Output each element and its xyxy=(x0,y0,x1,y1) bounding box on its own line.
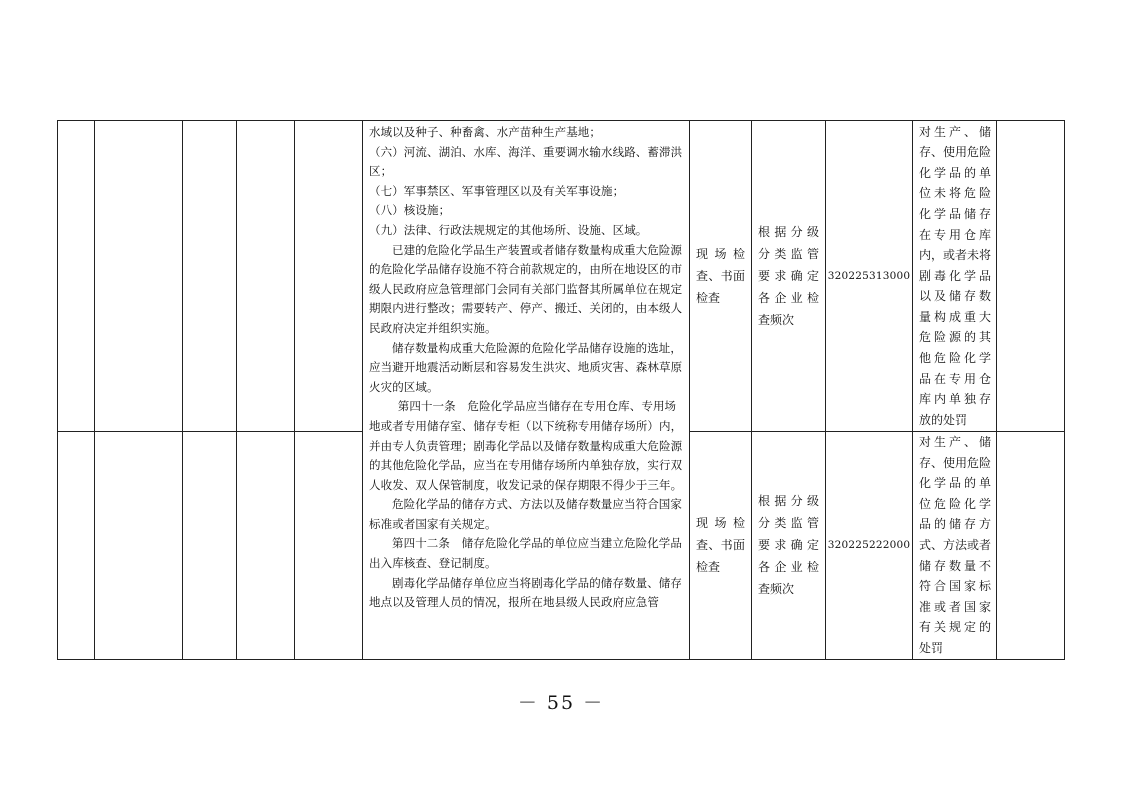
frequency-line: 根据分级 xyxy=(758,494,819,509)
frequency-line: 各企业检 xyxy=(758,291,819,305)
law-paragraph: （八）核设施； xyxy=(369,203,451,218)
penalty-item-cell xyxy=(913,121,997,432)
frequency-line: 根据分级 xyxy=(758,225,819,239)
penalty-line: 量构成重大 xyxy=(919,309,991,324)
penalty-line: 式、方法或者 xyxy=(919,537,992,552)
penalty-line: 对生产、储 xyxy=(919,124,991,139)
penalty-line: 准或者国家 xyxy=(919,599,991,614)
law-paragraph: （九）法律、行政法规规定的其他场所、设施、区域。 xyxy=(369,222,648,237)
page-number: － 55 － xyxy=(517,692,605,714)
inspection-method-cell xyxy=(690,121,752,432)
method-line: 查、书面 xyxy=(696,269,745,283)
penalty-line: 位危险化学 xyxy=(919,496,991,511)
method-line: 现场检 xyxy=(696,247,745,261)
method-line: 检查 xyxy=(696,291,721,305)
law-paragraph: 储存数量构成重大危险源的危险化学品储存设施的选址，应当避开地震活动断层和容易发生洪灾、地质灾害、森林草原火灾的区域。 xyxy=(369,340,683,394)
empty-cell xyxy=(295,432,363,660)
empty-cell xyxy=(183,432,237,660)
empty-cell xyxy=(95,121,183,432)
penalty-line: 他危险化学 xyxy=(919,351,991,366)
method-line: 现场检 xyxy=(696,516,745,531)
penalty-item-cell xyxy=(913,432,997,660)
inspection-method-cell xyxy=(690,432,752,660)
penalty-line: 对生产、储 xyxy=(919,435,991,449)
empty-cell xyxy=(997,432,1065,660)
penalty-line: 储存数量不 xyxy=(919,558,991,573)
penalty-line: 内，或者未将 xyxy=(919,248,992,263)
law-paragraph: （七）军事禁区、军事管理区以及有关军事设施； xyxy=(369,183,625,198)
frequency-line: 分类监管 xyxy=(758,516,819,531)
penalty-line: 在专用仓库 xyxy=(919,227,991,242)
empty-cell xyxy=(295,121,363,432)
penalty-line: 存、使用危险 xyxy=(919,455,992,470)
empty-cell xyxy=(997,121,1065,432)
penalty-line: 以及储存数 xyxy=(919,289,991,304)
penalty-line: 处罚 xyxy=(919,640,944,655)
empty-cell xyxy=(58,432,95,660)
penalty-line: 品在专用仓 xyxy=(919,371,991,386)
law-paragraph: 剧毒化学品储存单位应当将剧毒化学品的储存数量、储存地点以及管理人员的情况，报所在地县级人民政府应急管 xyxy=(369,575,682,610)
law-paragraph: 危险化学品的储存方式、方法以及储存数量应当符合国家标准或者国家有关规定。 xyxy=(369,497,682,531)
penalty-line: 剧毒化学品 xyxy=(919,268,991,283)
frequency-line: 各企业检 xyxy=(758,560,819,575)
law-paragraph: （六）河流、湖泊、水库、海洋、重要调水输水线路、蓄滞洪区； xyxy=(369,144,683,179)
inspection-frequency-cell xyxy=(752,121,826,432)
law-article: 第四十二条 储存危险化学品的单位应当建立危险化学品出入库核查、登记制度。 xyxy=(369,536,682,571)
inspection-frequency-cell xyxy=(752,432,826,660)
frequency-line: 要求确定 xyxy=(758,538,819,553)
law-paragraph: 水域以及种子、种畜禽、水产苗种生产基地； xyxy=(369,125,601,139)
empty-cell xyxy=(183,121,237,432)
penalty-line: 位未将危险 xyxy=(919,186,991,201)
penalty-line: 符合国家标 xyxy=(919,579,991,594)
enforcement-table xyxy=(57,120,1065,660)
frequency-line: 分类监管 xyxy=(758,247,819,261)
penalty-line: 化学品的单 xyxy=(919,165,991,180)
frequency-line: 查频次 xyxy=(758,313,795,327)
empty-cell xyxy=(95,432,183,660)
table-row xyxy=(58,121,1065,432)
method-line: 检查 xyxy=(696,560,721,575)
penalty-line: 库内单独存 xyxy=(919,392,991,407)
law-article: 第四十一条 危险化学品应当储存在专用仓库、专用场地或者专用储存室、储存专柜（以下统称专用储存场所）内，并由专人负责管理；剧毒化学品以及储存数量构成重大危险源的其他危险化学品，应当在专用储存场所内单独存放，实行双人收发、双人保管制度，收发记录的保存期限不得少于三年。 xyxy=(369,399,683,492)
empty-cell xyxy=(237,432,295,660)
penalty-line: 危险源的其 xyxy=(919,330,991,345)
frequency-line: 要求确定 xyxy=(758,269,819,283)
empty-cell xyxy=(58,121,95,432)
law-text-cell xyxy=(363,121,690,660)
penalty-line: 存、使用危险 xyxy=(919,145,992,160)
item-code-cell: 320225313000 xyxy=(826,121,913,432)
penalty-line: 放的处罚 xyxy=(919,412,968,427)
penalty-line: 有关规定的 xyxy=(919,620,991,635)
penalty-line: 化学品储存 xyxy=(919,206,991,221)
law-paragraph: 已建的危险化学品生产装置或者储存数量构成重大危险源的危险化学品储存设施不符合前款规定的，由所在地设区的市级人民政府应急管理部门会同有关部门监督其所属单位在规定期限内进行整改；需要转产、停产、搬迁、关闭的，由本级人民政府决定并组织实施。 xyxy=(369,242,683,335)
empty-cell xyxy=(237,121,295,432)
item-code-cell: 320225222000 xyxy=(826,432,913,660)
method-line: 查、书面 xyxy=(696,538,745,553)
frequency-line: 查频次 xyxy=(758,582,795,597)
penalty-line: 品的储存方 xyxy=(919,517,991,532)
penalty-line: 化学品的单 xyxy=(919,476,991,491)
